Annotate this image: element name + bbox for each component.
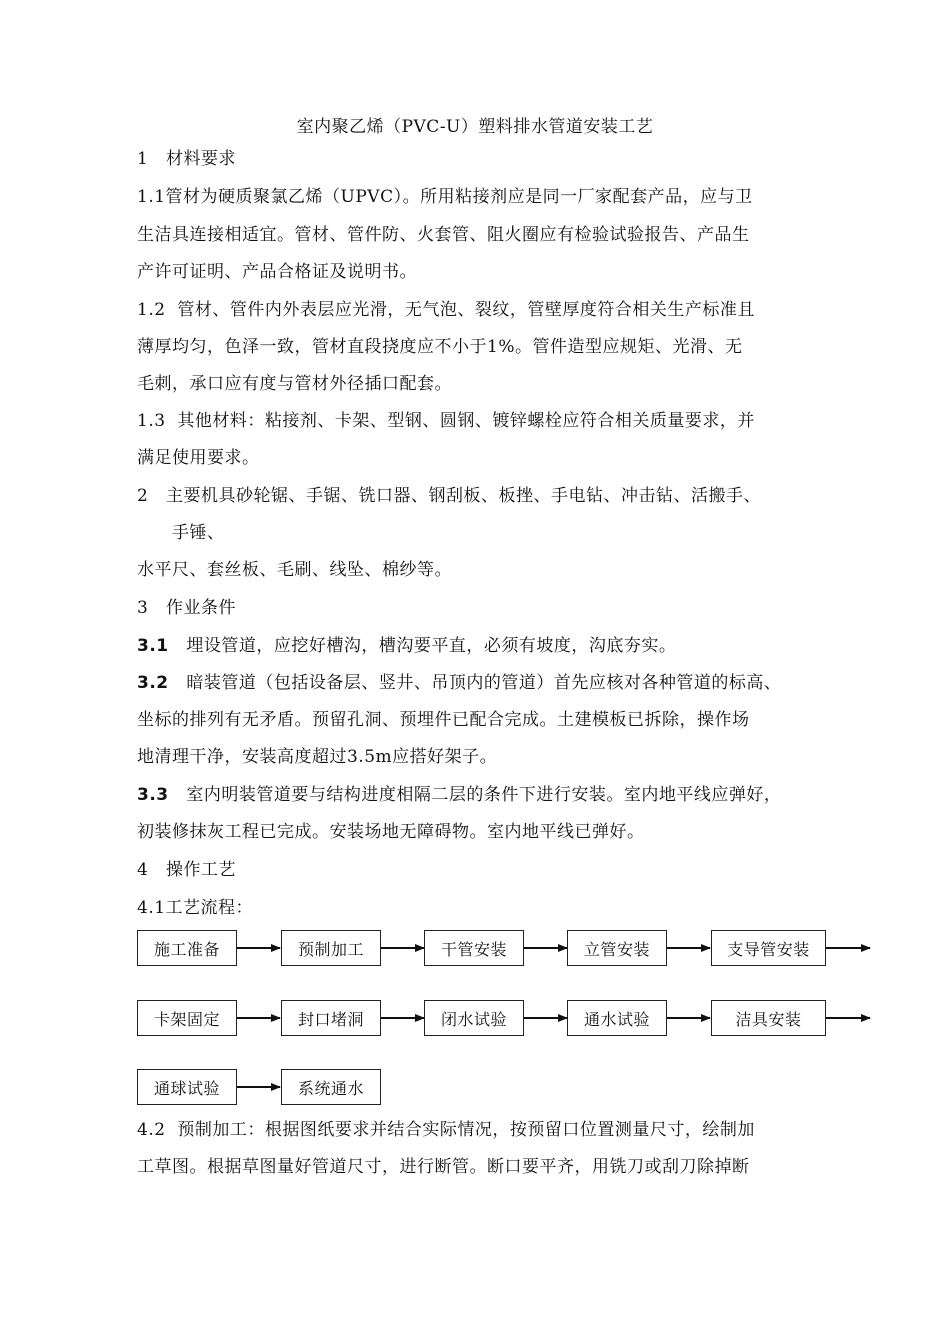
paragraph-line: 毛刺，承口应有度与管材外径插口配套。 <box>137 374 452 394</box>
flow-step: 立管安装 <box>567 930 667 966</box>
paragraph-line: 初装修抹灰工程已完成。安装场地无障碍物。室内地平线已弹好。 <box>137 822 645 842</box>
flow-step: 通水试验 <box>567 1000 667 1036</box>
heading-operation: 4 操作工艺 <box>137 860 237 880</box>
clause-3-3: 3.3 室内明装管道要与结构进度相隔二层的条件下进行安装。室内地平线应弹好， <box>137 785 782 805</box>
heading-conditions: 3 作业条件 <box>137 598 237 618</box>
flow-step: 通球试验 <box>137 1069 237 1105</box>
flow-step: 预制加工 <box>281 930 381 966</box>
heading-tools: 2 主要机具砂轮锯、手锯、铣口器、钢刮板、板挫、手电钻、冲击钻、活搬手、 <box>137 486 762 506</box>
flow-step: 系统通水 <box>281 1069 381 1105</box>
paragraph-line: 生洁具连接相适宜。管材、管件防、火套管、阻火圈应有检验试验报告、产品生 <box>137 225 750 245</box>
paragraph-line: 1.2 管材、管件内外表层应光滑，无气泡、裂纹，管壁厚度符合相关生产标准且 <box>137 300 755 320</box>
flow-step: 洁具安装 <box>711 1000 826 1036</box>
flow-label: 4.1工艺流程： <box>137 898 254 918</box>
flow-step: 支导管安装 <box>711 930 826 966</box>
heading-materials: 1 材料要求 <box>137 149 237 169</box>
clause-3-2: 3.2 暗装管道（包括设备层、竖井、吊顶内的管道）首先应核对各种管道的标高、 <box>137 673 782 693</box>
flow-step: 干管安装 <box>424 930 524 966</box>
paragraph-line: 1.3 其他材料：粘接剂、卡架、型钢、圆钢、镀锌螺栓应符合相关质量要求，并 <box>137 411 755 431</box>
flow-step: 封口堵洞 <box>281 1000 381 1036</box>
paragraph-line: 坐标的排列有无矛盾。预留孔洞、预埋件已配合完成。土建模板已拆除，操作场 <box>137 710 750 730</box>
paragraph-line: 薄厚均匀，色泽一致，管材直段挠度应不小于1%。管件造型应规矩、光滑、无 <box>137 337 743 357</box>
paragraph-line: 满足使用要求。 <box>137 448 260 468</box>
document-title: 室内聚乙烯（PVC-U）塑料排水管道安装工艺 <box>296 117 654 137</box>
paragraph-line: 水平尺、套丝板、毛刷、线坠、棉纱等。 <box>137 560 452 580</box>
clause-3-1: 3.1 埋设管道，应挖好槽沟，槽沟要平直，必须有坡度，沟底夯实。 <box>137 636 677 656</box>
flow-step: 卡架固定 <box>137 1000 237 1036</box>
paragraph-line: 4.2 预制加工：根据图纸要求并结合实际情况，按预留口位置测量尺寸，绘制加 <box>137 1120 755 1140</box>
paragraph-line: 1.1管材为硬质聚氯乙烯（UPVC）。所用粘接剂应是同一厂家配套产品，应与卫 <box>137 187 753 207</box>
paragraph-line: 工草图。根据草图量好管道尺寸，进行断管。断口要平齐，用铣刀或刮刀除掉断 <box>137 1157 750 1177</box>
paragraph-line: 产许可证明、产品合格证及说明书。 <box>137 262 417 282</box>
paragraph-line: 地清理干净，安装高度超过3.5m应搭好架子。 <box>137 747 498 767</box>
paragraph-line: 手锤、 <box>172 523 225 543</box>
flow-step: 施工准备 <box>137 930 237 966</box>
flow-step: 闭水试验 <box>424 1000 524 1036</box>
